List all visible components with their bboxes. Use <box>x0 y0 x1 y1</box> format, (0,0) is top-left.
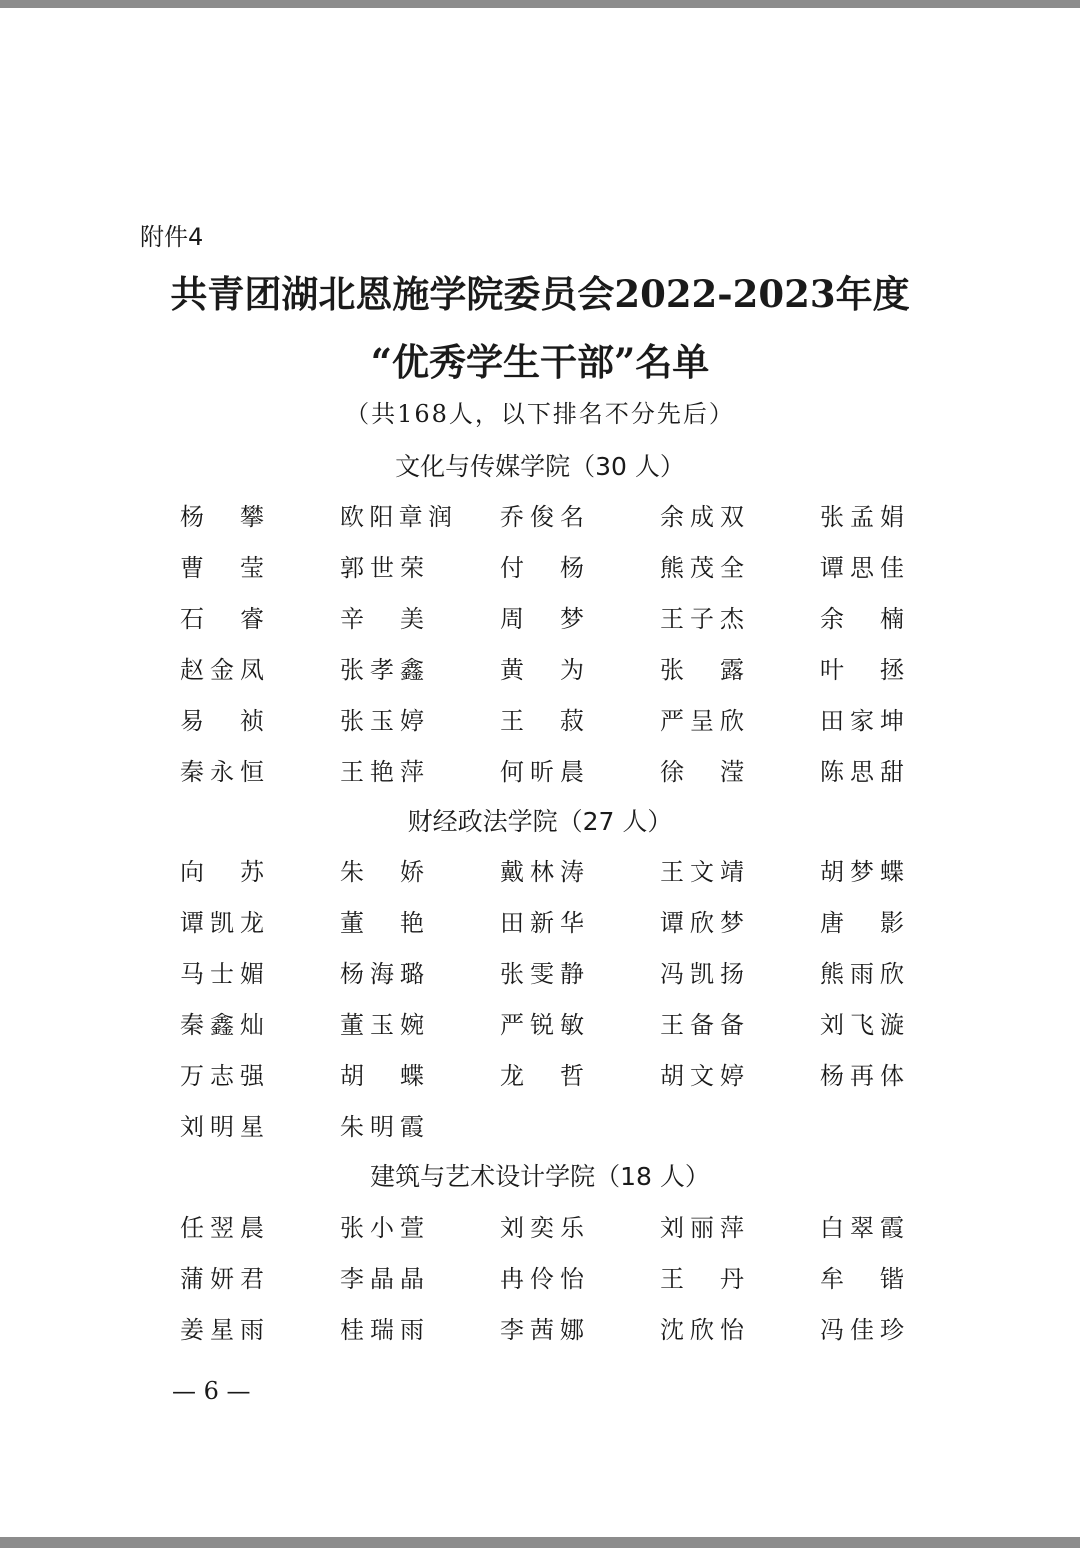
student-name: 欧阳章润 <box>340 503 452 531</box>
student-name: 姜星雨 <box>180 1316 264 1344</box>
student-name: 董玉婉 <box>340 1011 424 1039</box>
student-name: 朱明霞 <box>340 1113 424 1141</box>
student-name: 王丹 <box>660 1265 744 1293</box>
name-row <box>180 1111 920 1162</box>
student-name: 张孟娟 <box>820 503 904 531</box>
name-grid-culture-media <box>180 501 920 807</box>
student-name: 唐影 <box>820 909 904 937</box>
student-name: 张玉婷 <box>340 707 424 735</box>
student-name: 付杨 <box>500 554 584 582</box>
name-row <box>180 1314 920 1365</box>
name-grid-architecture-art <box>180 1212 920 1365</box>
name-row <box>180 603 920 654</box>
section-title-architecture-art: 建筑与艺术设计学院（18 人） <box>370 1162 710 1191</box>
name-row <box>180 756 920 807</box>
student-name: 叶拯 <box>820 656 904 684</box>
name-row <box>180 705 920 756</box>
student-name: 熊雨欣 <box>820 960 904 988</box>
student-name: 谭凯龙 <box>180 909 264 937</box>
student-name: 任翌晨 <box>180 1214 264 1242</box>
name-row <box>180 654 920 705</box>
name-row <box>180 1009 920 1060</box>
student-name: 张露 <box>660 656 744 684</box>
name-grid-finance-law <box>180 856 920 1162</box>
document-subtitle: （共168人，以下排名不分先后） <box>345 400 735 428</box>
student-name: 李茜娜 <box>500 1316 584 1344</box>
student-name: 严锐敏 <box>500 1011 584 1039</box>
student-name: 谭思佳 <box>820 554 904 582</box>
student-name: 周梦 <box>500 605 584 633</box>
student-name: 王菽 <box>500 707 584 735</box>
student-name: 徐滢 <box>660 758 744 786</box>
name-row <box>180 552 920 603</box>
page-number: — 6 — <box>172 1377 251 1405</box>
student-name: 严呈欣 <box>660 707 744 735</box>
bottom-border-bar <box>0 1537 1080 1548</box>
name-row <box>180 501 920 552</box>
student-name: 辛美 <box>340 605 424 633</box>
student-name: 田新华 <box>500 909 584 937</box>
student-name: 秦永恒 <box>180 758 264 786</box>
document-title-line-1: 共青团湖北恩施学院委员会2022-2023年度 <box>170 272 910 316</box>
student-name: 杨再体 <box>820 1062 904 1090</box>
name-row <box>180 1060 920 1111</box>
student-name: 张孝鑫 <box>340 656 424 684</box>
student-name: 桂瑞雨 <box>340 1316 424 1344</box>
student-name: 刘飞漩 <box>820 1011 904 1039</box>
student-name: 胡文婷 <box>660 1062 744 1090</box>
student-name: 黄为 <box>500 656 584 684</box>
student-name: 蒲妍君 <box>180 1265 264 1293</box>
student-name: 牟锴 <box>820 1265 904 1293</box>
student-name: 余成双 <box>660 503 744 531</box>
student-name: 秦鑫灿 <box>180 1011 264 1039</box>
name-row <box>180 907 920 958</box>
student-name: 郭世荣 <box>340 554 424 582</box>
section-title-culture-media: 文化与传媒学院（30 人） <box>395 452 685 481</box>
student-name: 陈思甜 <box>820 758 904 786</box>
name-row <box>180 958 920 1009</box>
student-name: 王备备 <box>660 1011 744 1039</box>
student-name: 余楠 <box>820 605 904 633</box>
student-name: 王艳萍 <box>340 758 424 786</box>
student-name: 李晶晶 <box>340 1265 424 1293</box>
top-border-bar <box>0 0 1080 8</box>
section-title-finance-law: 财经政法学院（27 人） <box>407 807 673 836</box>
student-name: 杨海璐 <box>340 960 424 988</box>
attachment-label: 附件4 <box>140 223 204 251</box>
student-name: 田家坤 <box>820 707 904 735</box>
student-name: 赵金凤 <box>180 656 264 684</box>
student-name: 白翠霞 <box>820 1214 904 1242</box>
student-name: 何昕晨 <box>500 758 584 786</box>
name-row <box>180 856 920 907</box>
student-name: 王文靖 <box>660 858 744 886</box>
student-name: 易祯 <box>180 707 264 735</box>
student-name: 刘明星 <box>180 1113 264 1141</box>
student-name: 冉伶怡 <box>500 1265 584 1293</box>
student-name: 杨攀 <box>180 503 264 531</box>
document-title-line-2: “优秀学生干部”名单 <box>370 340 710 384</box>
student-name: 曹莹 <box>180 554 264 582</box>
name-row <box>180 1263 920 1314</box>
student-name: 马士媚 <box>180 960 264 988</box>
student-name: 冯佳珍 <box>820 1316 904 1344</box>
student-name: 乔俊名 <box>500 503 584 531</box>
student-name: 刘丽萍 <box>660 1214 744 1242</box>
student-name: 董艳 <box>340 909 424 937</box>
student-name: 张雯静 <box>500 960 584 988</box>
name-row <box>180 1212 920 1263</box>
student-name: 熊茂全 <box>660 554 744 582</box>
student-name: 谭欣梦 <box>660 909 744 937</box>
student-name: 万志强 <box>180 1062 264 1090</box>
student-name: 王子杰 <box>660 605 744 633</box>
student-name: 刘奕乐 <box>500 1214 584 1242</box>
student-name: 龙哲 <box>500 1062 584 1090</box>
student-name: 冯凯扬 <box>660 960 744 988</box>
student-name: 胡蝶 <box>340 1062 424 1090</box>
student-name: 戴林涛 <box>500 858 584 886</box>
student-name: 朱娇 <box>340 858 424 886</box>
student-name: 张小萱 <box>340 1214 424 1242</box>
student-name: 向苏 <box>180 858 264 886</box>
student-name: 石睿 <box>180 605 264 633</box>
student-name: 胡梦蝶 <box>820 858 904 886</box>
student-name: 沈欣怡 <box>660 1316 744 1344</box>
